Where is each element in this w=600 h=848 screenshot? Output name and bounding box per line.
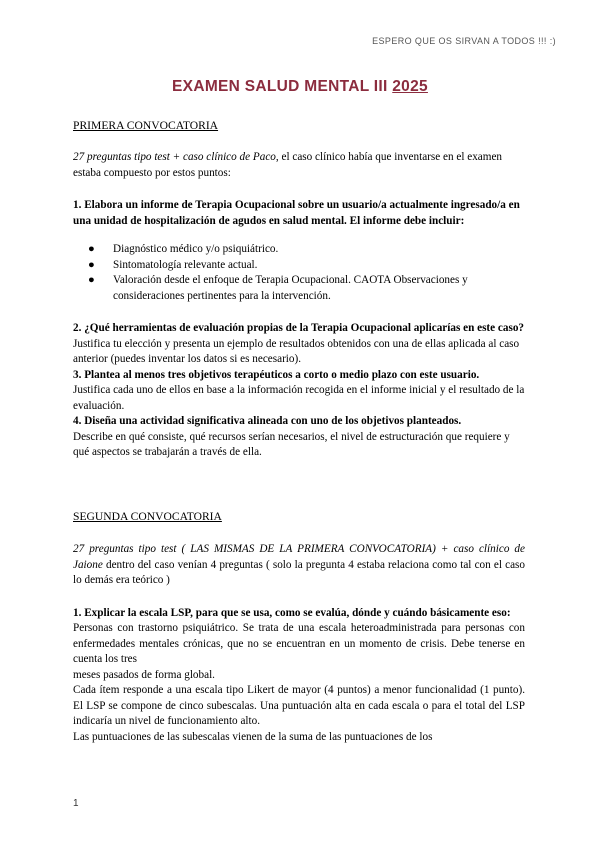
bullet-icon: ●	[88, 258, 95, 271]
first-q4-text: Describe en qué consiste, qué recursos serían necesarios, el nivel de estructuración que requiere y qué aspectos se trabajarán a través de ella.	[73, 430, 510, 458]
title-year: 2025	[392, 78, 428, 95]
first-intro-italic: 27 preguntas tipo test + caso clínico de Paco	[73, 151, 276, 163]
section-heading-second: SEGUNDA CONVOCATORIA	[73, 510, 222, 523]
second-convocatoria-body	[73, 542, 525, 745]
second-q1-title: 1. Explicar la escala LSP, para que se usa, como se evalúa, dónde y cuándo básicamente eso:	[73, 606, 511, 619]
header-note: ESPERO QUE OS SIRVAN A TODOS !!! :)	[372, 36, 556, 46]
second-intro	[73, 542, 525, 589]
first-q3-text: Justifica cada uno de ellos en base a la información recogida en el informe inicial y el resultado de la evaluación.	[73, 384, 525, 412]
first-q2-title: 2. ¿Qué herramientas de evaluación propias de la Terapia Ocupacional aplicarías en este caso?	[73, 322, 525, 334]
first-intro	[73, 150, 525, 181]
section-heading-first: PRIMERA CONVOCATORIA	[73, 119, 219, 132]
list-item: ● Diagnóstico médico y/o psiquiátrico.	[73, 242, 525, 258]
list-item: ● Sintomatología relevante actual.	[73, 258, 525, 274]
first-q1-bullet-list	[73, 242, 525, 304]
second-p3: Las puntuaciones de las subescalas vienen de la suma de las puntuaciones de los	[73, 730, 433, 743]
page-title	[0, 78, 600, 96]
title-main: EXAMEN SALUD MENTAL III	[172, 78, 388, 95]
second-p1a: Personas con trastorno psiquiátrico. Se trata de una escala heteroadministrada para personas con enfermedades mentales crónicas, que no se encuentran en un momento de crisis. Debe tenerse en cuenta los tres	[73, 622, 525, 665]
bullet-icon: ●	[88, 243, 95, 255]
first-q4-title: 4. Diseña una actividad significativa alineada con uno de los objetivos planteados.	[73, 415, 462, 427]
second-intro-rest: dentro del caso venían 4 preguntas ( solo la pregunta 4 estaba relaciona como tal con el caso lo demás era teórico )	[73, 558, 525, 586]
page-number: 1	[73, 798, 79, 809]
bullet-icon: ●	[88, 274, 95, 286]
list-item: ● Valoración desde el enfoque de Terapia Ocupacional. CAOTA Observaciones y consideraciones pertinentes para la intervención.	[88, 274, 468, 302]
first-q3-title: 3. Plantea al menos tres objetivos terapéuticos a corto o medio plazo con este usuario.	[73, 368, 480, 381]
first-intro-rest: , el caso clínico había que inventarse en el examen estaba compuesto por estos puntos:	[73, 151, 503, 179]
first-q1-title: 1. Elabora un informe de Terapia Ocupacional sobre un usuario/a actualmente ingresado/a en una unidad de hospitalización de agudos en salud mental. El informe debe incluir:	[73, 199, 520, 227]
second-p2: Cada ítem responde a una escala tipo Likert de mayor (4 puntos) a menor funcionalidad (1 punto). El LSP se compone de cinco subescalas. Una puntuación alta en cada escala o para el total del LSP indicaría un nivel de funcionamiento alto.	[73, 684, 525, 727]
second-p1b: meses pasados de forma global.	[73, 668, 215, 681]
first-convocatoria-body	[73, 150, 525, 461]
second-intro-italic: 27 preguntas tipo test ( LAS MISMAS DE LA PRIMERA CONVOCATORIA) + caso clínico de Jaione	[73, 543, 525, 571]
first-q2-text: Justifica tu elección y presenta un ejemplo de resultados obtenidos con una de ellas aplicada al caso anterior (puedes inventar los datos si es necesario).	[73, 337, 520, 365]
